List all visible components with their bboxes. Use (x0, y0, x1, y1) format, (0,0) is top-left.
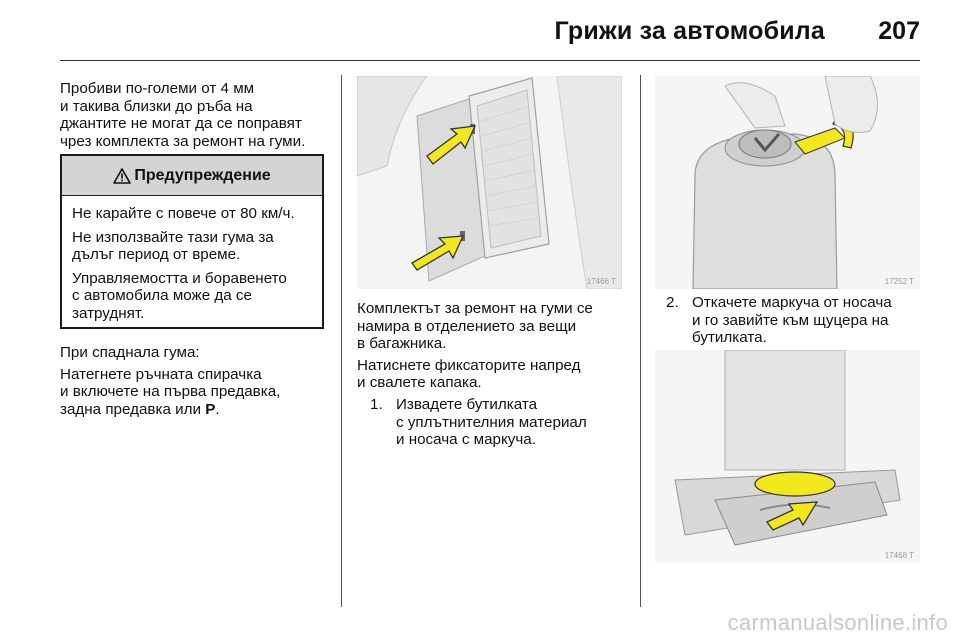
bottle-hose-illustration (655, 76, 920, 289)
step-line: и го завийте към щуцера на (692, 311, 889, 329)
warning-line: Не карайте с повече от 80 км/ч. (72, 205, 295, 222)
warning-line: Управляемостта и боравенето (72, 269, 287, 287)
warning-paragraph (72, 229, 312, 264)
boot-compartment-illustration (357, 76, 622, 289)
kit-line: Комплектът за ремонт на гуми се (357, 300, 593, 317)
step-2 (666, 294, 926, 347)
instruction-line: и включете на първа предавка, (60, 383, 281, 401)
warning-paragraph (72, 205, 312, 223)
warning-body (62, 196, 322, 323)
step-number: 1. (370, 395, 383, 413)
column2-text (357, 300, 627, 449)
warning-paragraph (72, 270, 312, 323)
warning-triangle-icon (113, 168, 131, 184)
kit-line: намира в отделението за вещи (357, 317, 577, 335)
step-line: с уплътнителния материал (396, 413, 587, 431)
image-code: 17466 T (586, 277, 616, 286)
bottle-holder-drawing (655, 350, 920, 563)
intro-line: джантите не могат да се поправят (60, 115, 302, 133)
column-divider-1 (341, 75, 342, 607)
warning-title: Предупреждение (134, 166, 271, 184)
intro-line: Пробиви по-големи от 4 мм (60, 80, 255, 97)
kit-line: в багажника. (357, 335, 447, 353)
parking-instruction (60, 366, 326, 419)
watermark: carmanualsonline.info (727, 610, 948, 635)
step-line: бутилката. (692, 329, 767, 347)
bottle-hose-drawing (655, 76, 920, 289)
image-code: 17252 T (884, 277, 914, 286)
warning-line: затруднят. (72, 304, 145, 322)
warning-box (60, 154, 324, 329)
kit-location-paragraph (357, 300, 627, 353)
page-header-title: Грижи за автомобила (554, 17, 825, 45)
instruction-line: задна предавка или (60, 400, 206, 418)
step-1 (370, 396, 627, 449)
header-rule (60, 60, 920, 61)
warning-line: дълъг период от време. (72, 246, 241, 264)
intro-paragraph (60, 80, 326, 150)
column-divider-2 (640, 75, 641, 607)
flat-tyre-section (60, 344, 326, 422)
warning-line: Не използвайте тази гума за (72, 228, 274, 246)
intro-line: и такива близки до ръба на (60, 97, 253, 115)
cover-removal-paragraph (357, 357, 627, 392)
step-line: и носача с маркуча. (396, 431, 536, 449)
step-line: Извадете бутилката (396, 395, 538, 413)
gear-p-label: P (205, 400, 216, 418)
page-number: 207 (878, 17, 920, 45)
boot-compartment-drawing (357, 76, 622, 289)
intro-line: чрез комплекта за ремонт на гуми. (60, 132, 306, 150)
warning-header (62, 156, 322, 196)
cover-line: и свалете капака. (357, 374, 482, 392)
image-code: 17468 T (884, 551, 914, 560)
instruction-end: . (215, 400, 220, 418)
column3-text (666, 294, 926, 347)
bottle-holder-illustration (655, 350, 920, 563)
step-number: 2. (666, 294, 679, 311)
flat-tyre-label: При спаднала гума: (60, 344, 200, 361)
cover-line: Натиснете фиксаторите напред (357, 356, 581, 374)
step-line: Откачете маркуча от носача (692, 294, 892, 311)
instruction-line: Натегнете ръчната спирачка (60, 365, 262, 383)
warning-line: с автомобила може да се (72, 287, 252, 305)
